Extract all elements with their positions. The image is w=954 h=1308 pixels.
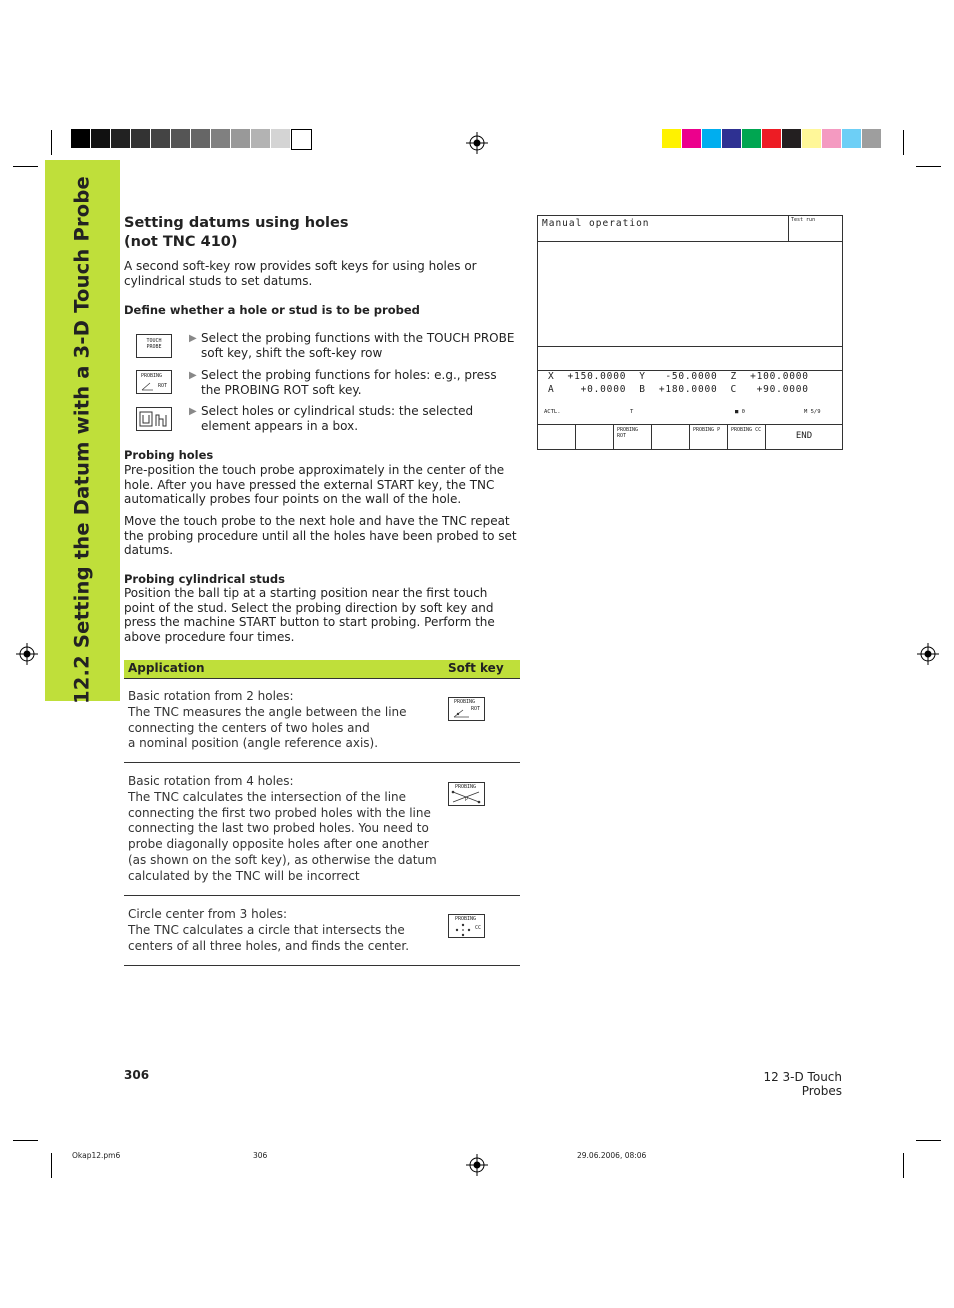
- gray-swatch: [71, 129, 90, 148]
- softkey-label: PROBING: [141, 373, 163, 379]
- tnc-screen: [537, 215, 843, 450]
- probing-rot-softkey-icon: [136, 370, 172, 394]
- table-rule: [124, 965, 520, 966]
- row-title: Circle center from 3 holes:: [128, 907, 288, 921]
- position-row-1: X +150.0000 Y -50.0000 Z +100.0000: [548, 371, 809, 382]
- bullet-arrow-icon: ▶: [189, 406, 197, 417]
- row-line: calculated by the TNC will be incorrect: [128, 868, 360, 883]
- status-spindle-value: 0: [741, 409, 745, 415]
- color-swatch: [762, 129, 781, 148]
- color-swatch: [782, 129, 801, 148]
- gray-swatch: [271, 129, 290, 148]
- heading-line-1: Setting datums using holes: [124, 215, 349, 231]
- crop-mark: [51, 130, 52, 155]
- probing-p-softkey-icon: [448, 782, 485, 806]
- step-2-text: Select the probing functions for holes: e.g., press the PROBING ROT soft key.: [201, 368, 497, 397]
- probing-holes-heading: Probing holes: [124, 448, 214, 462]
- row-title: Basic rotation from 2 holes:: [128, 689, 294, 703]
- softkey-label: CC: [475, 925, 482, 931]
- softkey-label: PROBING: [455, 784, 477, 790]
- step-3-text: Select holes or cylindrical studs: the selected element appears in a box.: [201, 404, 474, 433]
- slug-page: 306: [253, 1151, 268, 1160]
- crop-mark: [13, 166, 38, 167]
- status-spindle: ■ 0: [735, 409, 745, 415]
- position-row-2: A +0.0000 B +180.0000 C +90.0000: [548, 384, 809, 395]
- row-line: The TNC measures the angle between the line: [128, 704, 407, 719]
- col-application: Application: [128, 661, 205, 675]
- gray-swatch: [231, 129, 250, 148]
- screen-softkey: [652, 425, 690, 449]
- studs-paragraph: Position the ball tip at a starting position near the first touch point of the stud. Select the probing direction by soft key and press the machine START button to start probing. Perform the above procedure four times.: [124, 586, 495, 644]
- crop-mark: [51, 1153, 52, 1178]
- bullet-arrow-icon: ▶: [189, 370, 197, 381]
- crop-mark: [916, 166, 941, 167]
- crop-mark: [916, 1140, 941, 1141]
- hole-stud-symbol-icon: [137, 408, 171, 430]
- chapter-footer: 12 3-D Touch Probes: [763, 1070, 842, 1098]
- registration-mark-icon: [466, 132, 488, 154]
- status-actl: ACTL.: [544, 409, 561, 415]
- color-swatch: [702, 129, 721, 148]
- table-rule: [124, 678, 520, 679]
- probing-holes-paragraph-1: Pre-position the touch probe approximately in the center of the hole. After you have pressed the external START key, the TNC automatically probes four points on the wall of the hole.: [124, 463, 505, 506]
- screen-softkey: [538, 425, 576, 449]
- step-1-text: Select the probing functions with the TOUCH PROBE soft key, shift the soft-key row: [201, 331, 515, 360]
- table-row-2: [128, 774, 437, 885]
- hole-stud-softkey-icon: [136, 407, 172, 431]
- table-header: [124, 660, 520, 678]
- touch-probe-softkey-icon: [136, 334, 172, 358]
- heading-line-2: (not TNC 410): [124, 234, 238, 250]
- row-line: probe diagonally opposite holes after one another: [128, 837, 429, 852]
- color-swatch: [662, 129, 681, 148]
- screen-softkey: PROBING P: [690, 425, 728, 449]
- gray-swatch: [211, 129, 230, 148]
- studs-heading: Probing cylindrical studs: [124, 572, 285, 586]
- gray-swatch: [151, 129, 170, 148]
- gray-swatch: [131, 129, 150, 148]
- color-swatch: [722, 129, 741, 148]
- table-row-1: [128, 689, 407, 752]
- probing-cc-softkey-icon: [448, 914, 485, 938]
- define-heading: Define whether a hole or stud is to be probed: [124, 303, 420, 317]
- intro-paragraph: A second soft-key row provides soft keys for using holes or cylindrical studs to set datums.: [124, 259, 477, 288]
- color-swatch: [822, 129, 841, 148]
- screen-test-run: Test run: [791, 217, 816, 223]
- table-rule: [124, 762, 520, 763]
- row-title: Basic rotation from 4 holes:: [128, 774, 294, 788]
- status-m: M 5/9: [804, 409, 821, 415]
- row-line: centers of all three holes, and finds the center.: [128, 938, 410, 953]
- row-line: The TNC calculates a circle that intersects the: [128, 922, 405, 937]
- registration-mark-icon: [466, 1154, 488, 1176]
- softkey-label: PROBING: [455, 916, 477, 922]
- gray-swatch: [251, 129, 270, 148]
- row-line: a nominal position (angle reference axis).: [128, 736, 379, 751]
- side-section-title: 12.2 Setting the Datum with a 3-D Touch Probe: [70, 176, 94, 704]
- color-swatch: [682, 129, 701, 148]
- row-line: connecting the last two probed holes. You need to: [128, 821, 429, 836]
- table-rule: [124, 895, 520, 896]
- color-swatch: [842, 129, 861, 148]
- softkey-label: PROBE: [146, 344, 162, 350]
- crop-mark: [903, 1153, 904, 1178]
- row-line: The TNC calculates the intersection of the line: [128, 789, 407, 804]
- table-row-3: [128, 907, 409, 954]
- color-swatch: [742, 129, 761, 148]
- bullet-arrow-icon: ▶: [189, 333, 197, 344]
- registration-mark-icon: [16, 643, 38, 665]
- crop-mark: [13, 1140, 38, 1141]
- registration-mark-icon: [917, 643, 939, 665]
- softkey-label: TOUCH: [146, 338, 162, 344]
- gray-swatch: [171, 129, 190, 148]
- screen-softkey: PROBING ROT: [614, 425, 652, 449]
- screen-softkey: [576, 425, 614, 449]
- probing-holes-paragraph-2: Move the touch probe to the next hole and have the TNC repeat the probing procedure until all the holes have been probed to set datums.: [124, 514, 517, 557]
- probing-rot-softkey-icon: [448, 697, 485, 721]
- page-number: 306: [124, 1068, 150, 1082]
- row-line: (as shown on the soft key), as otherwise the datum: [128, 852, 437, 867]
- screen-softkey: END: [795, 431, 813, 441]
- softkey-label: P: [465, 797, 469, 803]
- gray-swatch: [111, 129, 130, 148]
- softkey-label: ROT: [471, 706, 481, 712]
- screen-softkey: PROBING CC: [728, 425, 766, 449]
- slug-date: 29.06.2006, 08:06: [577, 1151, 647, 1160]
- softkey-label: ROT: [158, 383, 168, 389]
- gray-swatch: [291, 129, 312, 150]
- row-line: connecting the centers of two holes and: [128, 720, 370, 735]
- screen-mode: Manual operation: [542, 218, 650, 229]
- color-swatch: [802, 129, 821, 148]
- section-heading: [124, 214, 514, 252]
- softkey-label: PROBING: [454, 699, 476, 705]
- softkey-row: [538, 425, 842, 449]
- crop-mark: [903, 130, 904, 155]
- col-softkey: Soft key: [448, 661, 504, 675]
- status-tool: T: [630, 409, 634, 415]
- row-line: connecting the first two probed holes with the line: [128, 805, 431, 820]
- color-swatch: [862, 129, 881, 148]
- gray-swatch: [91, 129, 110, 148]
- gray-swatch: [191, 129, 210, 148]
- slug-file: Okap12.pm6: [72, 1151, 121, 1160]
